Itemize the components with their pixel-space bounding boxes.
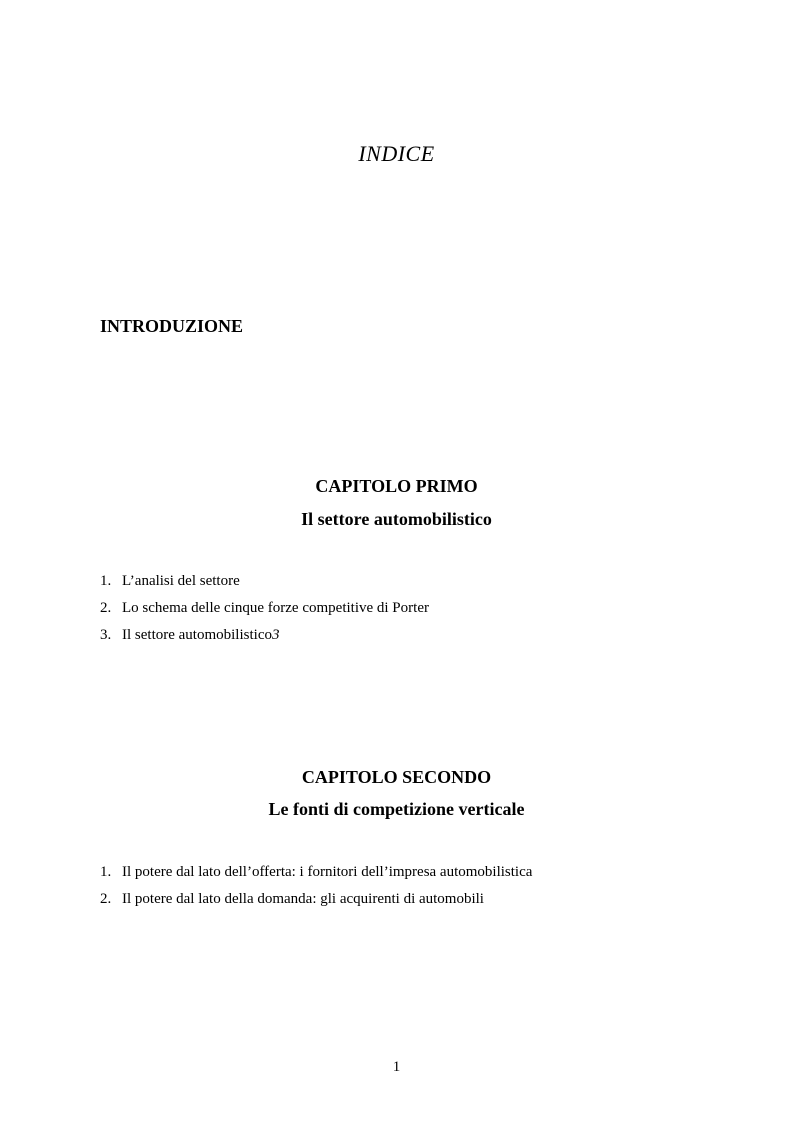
toc-item: [100, 598, 429, 618]
toc-item-text: Lo schema delle cinque forze competitive di Porter: [122, 600, 429, 616]
toc-item: [100, 889, 484, 909]
toc-item-text: Il potere dal lato della domanda: gli acquirenti di automobili: [122, 891, 484, 907]
toc-item-text: Il settore automobilistico: [122, 627, 272, 643]
toc-item-number: 2.: [100, 600, 112, 616]
page-number: 1: [392, 1059, 401, 1075]
toc-item-text: L’analisi del settore: [122, 573, 240, 589]
toc-item-number: 1.: [100, 573, 112, 589]
chapter-1-subtitle: Il settore automobilistico: [301, 509, 492, 529]
toc-item: [100, 625, 279, 645]
chapter-2-heading: CAPITOLO SECONDO: [301, 767, 492, 787]
toc-item-page: 3: [271, 627, 280, 643]
toc-item-text: Il potere dal lato dell’offerta: i fornitori dell’impresa automobilistica: [122, 864, 533, 880]
toc-item: [100, 571, 240, 591]
document-title: INDICE: [358, 141, 435, 166]
chapter-1-heading: CAPITOLO PRIMO: [315, 476, 478, 496]
introduction-heading: INTRODUZIONE: [100, 316, 244, 336]
toc-item: [100, 862, 532, 882]
chapter-2-subtitle: Le fonti di competizione verticale: [268, 799, 525, 819]
toc-item-number: 1.: [100, 864, 112, 880]
toc-item-number: 2.: [100, 891, 112, 907]
toc-item-number: 3.: [100, 627, 112, 643]
